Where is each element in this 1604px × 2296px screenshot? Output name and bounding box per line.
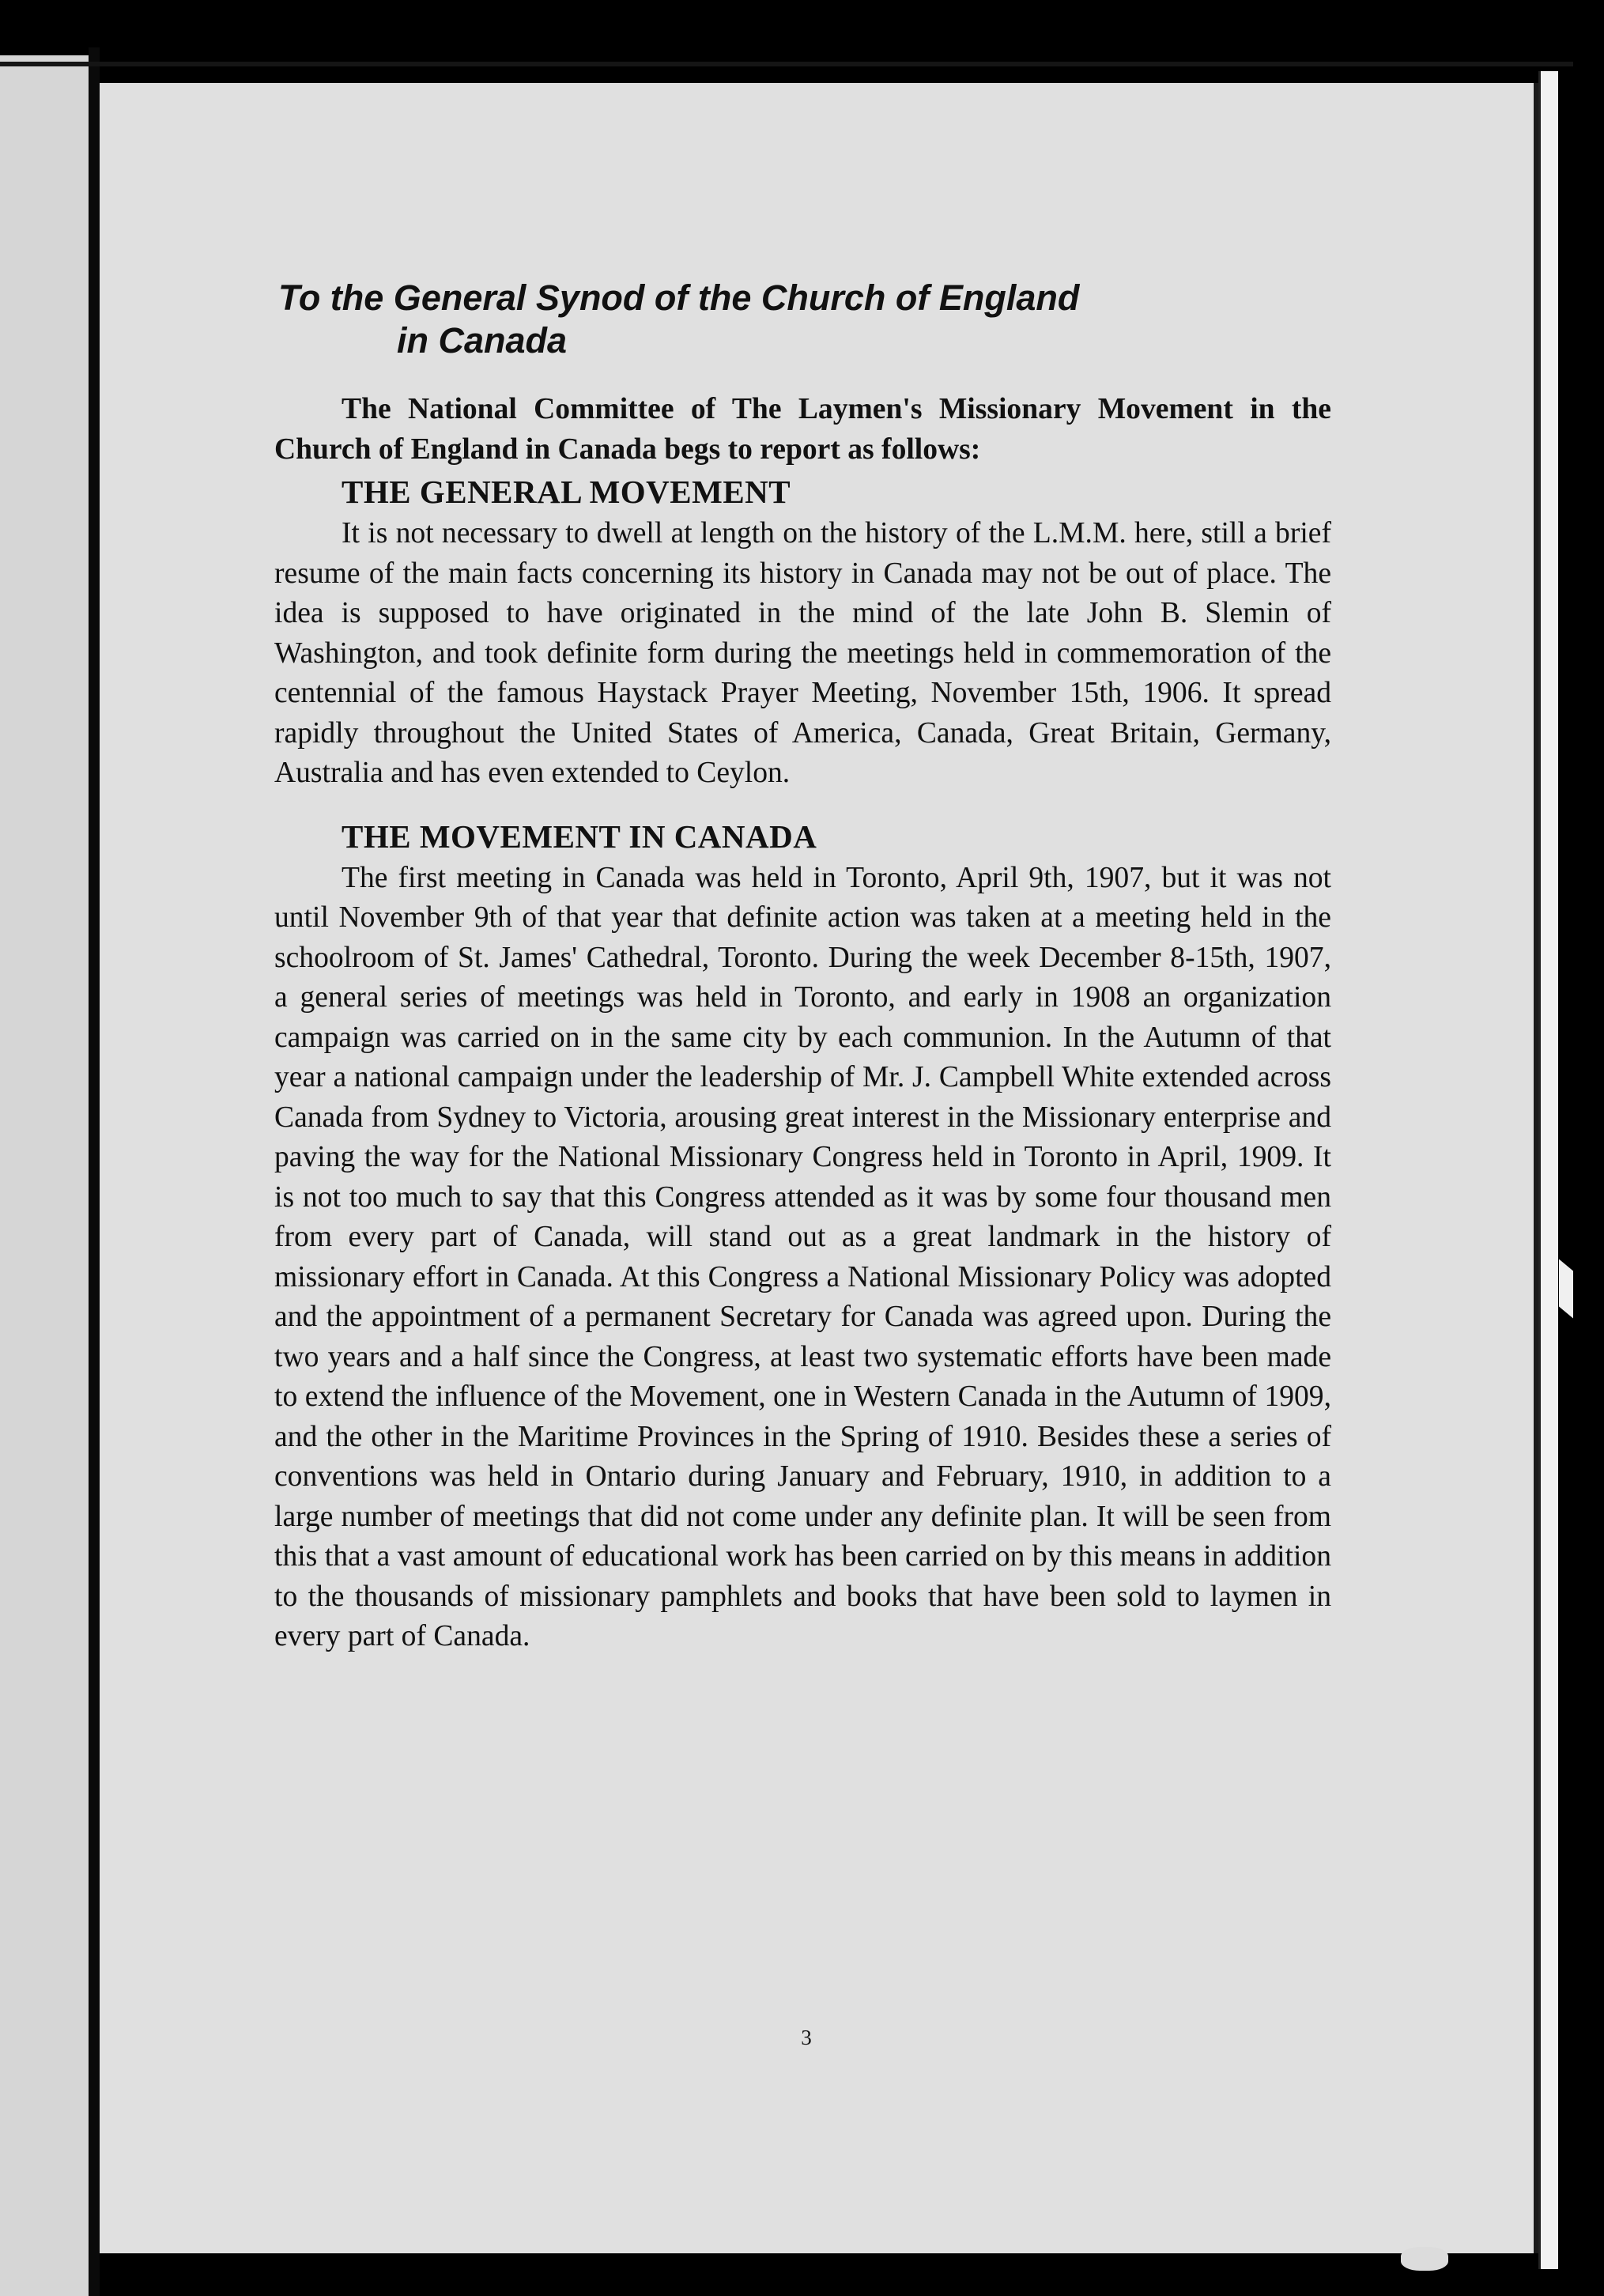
page-corner-fold	[1401, 2247, 1448, 2271]
top-edge-line	[0, 62, 1573, 66]
section-title-movement-in-canada: THE MOVEMENT IN CANADA	[342, 818, 817, 855]
section-text-general-movement: It is not necessary to dwell at length on the history of the L.M.M. here, still a brief resume of the main facts concerning its history in Canada may not be out of place. The idea is supposed to have originated in the mind of the late John B. Slemin of Washington, and took definite form during the meetings held in commemoration of the centennial of the famous Haystack Prayer Meeting, November 15th, 1906. It spread rapidly throughout the United States of America, Canada, Great Britain, Germany, Australia and has even extended to Ceylon.	[274, 517, 1331, 789]
intro-paragraph: The National Committee of The Laymen's Missionary Movement in the Church of England in Canada begs to report as follows:	[274, 393, 1331, 466]
section-title-general-movement: THE GENERAL MOVEMENT	[342, 474, 791, 510]
page-tab-mark	[1559, 1259, 1573, 1318]
heading-line-2: in Canada	[397, 320, 568, 361]
page-number: 3	[801, 2026, 812, 2049]
book-spine	[89, 47, 100, 2296]
heading-line-1: To the General Synod of the Church of England	[278, 278, 1080, 318]
page-stack-edge	[1538, 71, 1558, 2269]
section-text-movement-in-canada: The first meeting in Canada was held in Toronto, April 9th, 1907, but it was not until November 9th of that year that definite action was taken at a meeting held in the schoolroom of St. James' Cathedral, Toronto. During the week December 8-15th, 1907, a general series of meetings was held in Toronto, and early in 1908 an organization campaign was carried on in the same city by each communion. In the Autumn of that year a national campaign under the leadership of Mr. J. Campbell White extended across Canada from Sydney to Victoria, arousing great interest in the Missionary enterprise and paving the way for the National Missionary Congress held in Toronto in April, 1909. It is not too much to say that this Congress attended as it was by some four thousand men from every part of Canada, will stand out as a great landmark in the history of missionary effort in Canada. At this Congress a National Missionary Policy was adopted and the appointment of a permanent Secretary for Canada was agreed upon. During the two years and a half since the Congress, at least two systematic efforts have been made to extend the influence of the Movement, one in Western Canada in the Autumn of 1909, and the other in the Maritime Provinces in the Spring of 1910. Besides these a series of conventions was held in Ontario during January and February, 1910, in addition to a large number of meetings that did not come under any definite plan. It will be seen from this that a vast amount of educational work has been carried on by this means in addition to the thousands of missionary pamphlets and books that have been sold to laymen in every part of Canada.	[274, 861, 1331, 1652]
document-body	[274, 390, 1331, 1657]
document-heading	[278, 277, 1274, 362]
facing-page-edge	[0, 55, 89, 2296]
